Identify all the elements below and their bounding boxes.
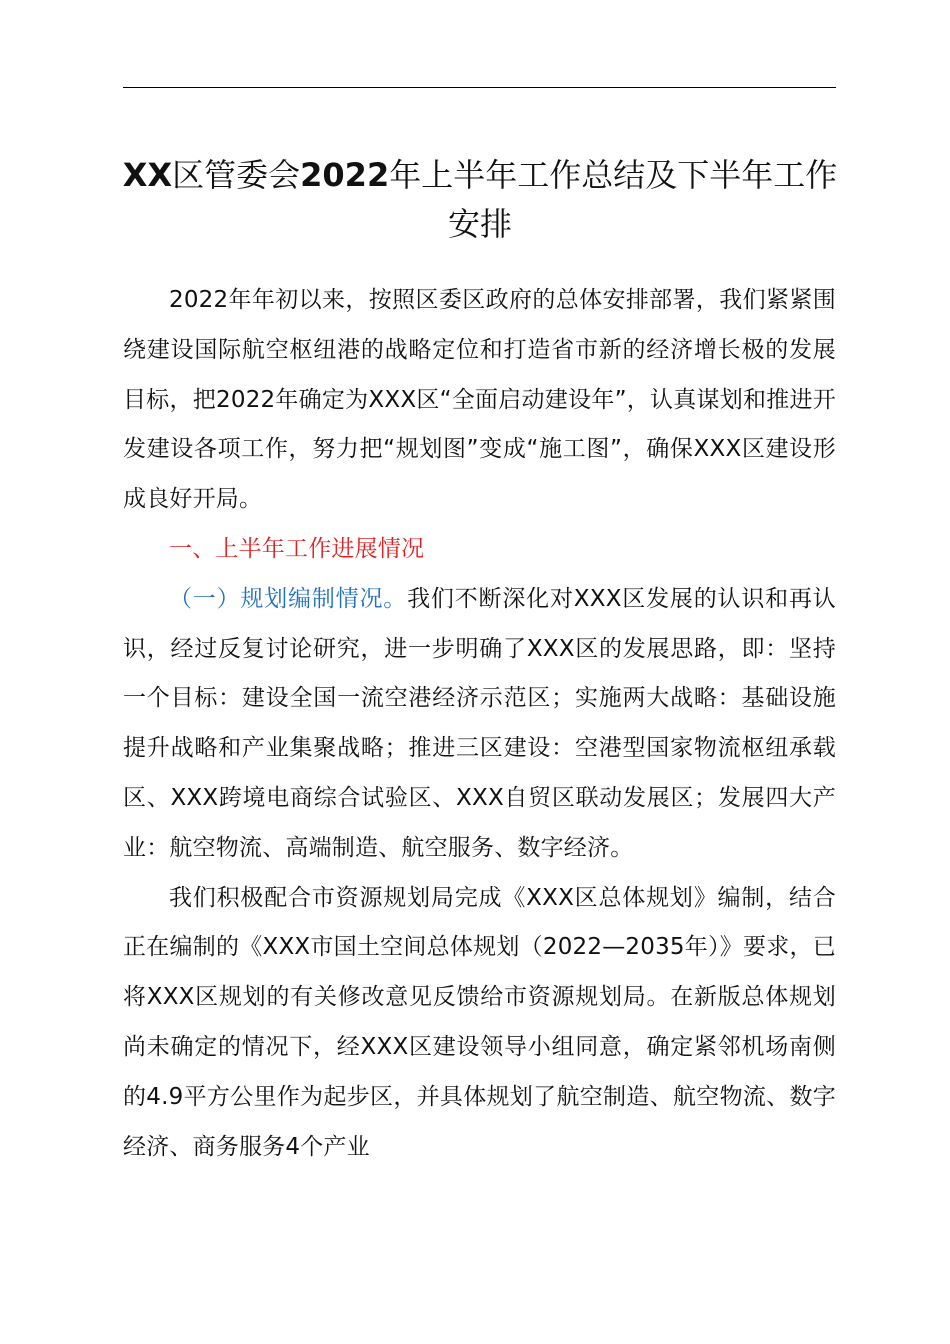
subsection-heading-1: （一）规划编制情况。 bbox=[169, 585, 408, 612]
intro-paragraph: 2022年年初以来，按照区委区政府的总体安排部署，我们紧紧围绕建设国际航空枢纽港的战略定位和打造省市新的经济增长极的发展目标，把2022年确定为XXX区“全面启动建设年”，认真谋划和推进开发建设各项工作，努力把“规划图”变成“施工图”，确保XXX区建设形成良好开局。 bbox=[123, 287, 836, 513]
master-plan-paragraph: 我们积极配合市资源规划局完成《XXX区总体规划》编制，结合正在编制的《XXX市国土空间总体规划（2022—2035年）》要求，已将XXX区规划的有关修改意见反馈给市资源规划局。在新版总体规划尚未确定的情况下，经XXX区建设领导小组同意，确定紧邻机场南侧的4.9平方公里作为起步区，并具体规划了航空制造、航空物流、数字经济、商务服务4个产业 bbox=[123, 884, 836, 1160]
document-title bbox=[110, 151, 850, 249]
header-rule bbox=[123, 87, 836, 88]
document-body bbox=[123, 276, 836, 1172]
title-part2: 年上半年工作总结及下半年工作安排 bbox=[389, 156, 838, 243]
planning-body: 我们不断深化对XXX区发展的认识和再认识，经过反复讨论研究，进一步明确了XXX区的发展思路，即：坚持一个目标：建设全国一流空港经济示范区；实施两大战略：基础设施提升战略和产业集聚战略；推进三区建设：空港型国家物流枢纽承载区、XXX跨境电商综合试验区、XXX自贸区联动发展区；发展四大产业：航空物流、高端制造、航空服务、数字经济。 bbox=[123, 585, 836, 861]
title-part1: 区管委会 bbox=[172, 156, 301, 194]
planning-paragraph bbox=[123, 575, 836, 874]
title-prefix: XX bbox=[122, 156, 173, 194]
section-heading-1: 一、上半年工作进展情况 bbox=[169, 535, 425, 562]
title-year: 2022 bbox=[300, 156, 390, 194]
